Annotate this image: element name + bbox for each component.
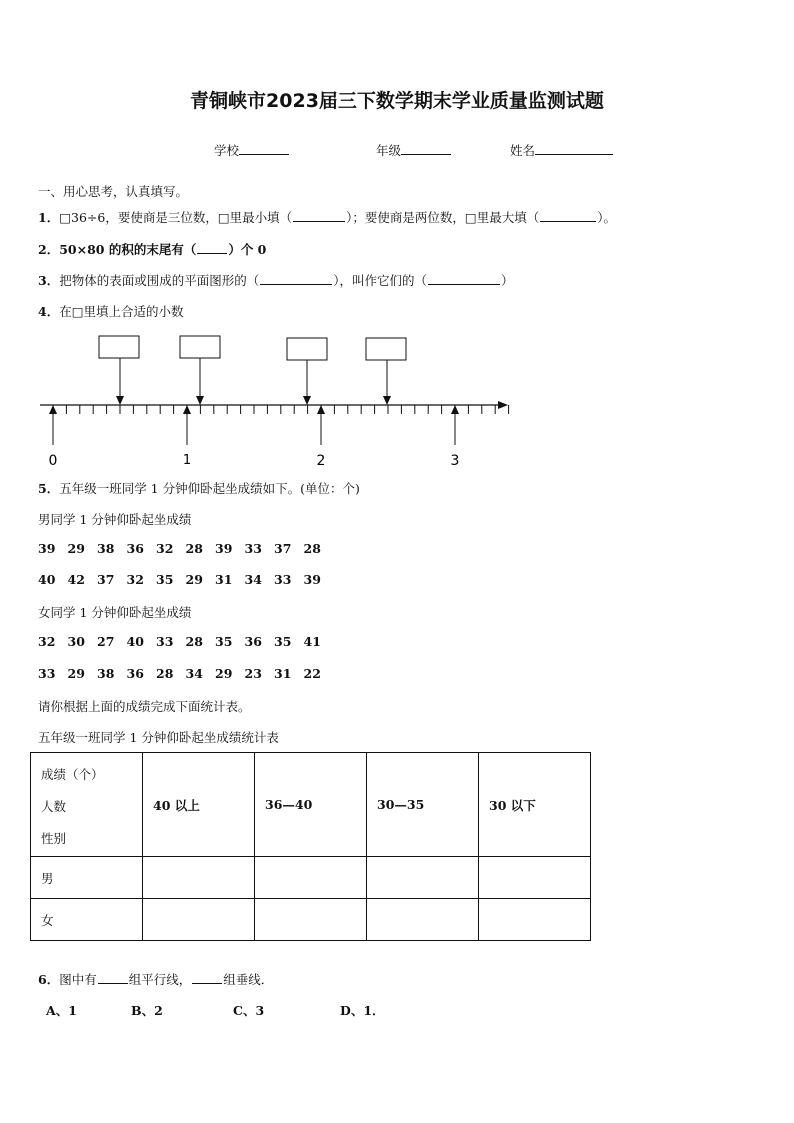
name-label: 姓名	[510, 143, 536, 158]
marker-arrow-0	[49, 405, 57, 445]
table-row-male	[31, 857, 591, 899]
corner-score-label: 成绩（个）	[41, 766, 104, 782]
table-header-row	[31, 753, 591, 857]
table-column-header: 30—35	[367, 753, 479, 857]
question-4	[38, 302, 184, 320]
score: 32	[38, 634, 56, 649]
score: 29	[215, 666, 233, 681]
question-3	[38, 271, 514, 289]
score: 37	[274, 541, 292, 556]
table-title: 五年级一班同学 1 分钟仰卧起坐成绩统计表	[38, 730, 279, 745]
q6-blank-1[interactable]	[98, 971, 128, 984]
question-5	[38, 479, 360, 497]
q3-text-b: ），叫作它们的（	[333, 273, 427, 288]
q3-blank-1[interactable]	[260, 272, 332, 285]
score: 34	[244, 572, 262, 587]
q2-blank[interactable]	[197, 241, 227, 254]
grade-label: 年级	[376, 143, 402, 158]
name-field	[510, 141, 613, 159]
score: 40	[126, 634, 144, 649]
statistics-table	[30, 752, 591, 941]
school-field	[214, 141, 289, 159]
score: 40	[38, 572, 56, 587]
score: 33	[274, 572, 292, 587]
girls-scores-row-2	[38, 666, 333, 681]
score: 33	[244, 541, 262, 556]
question-number: 3．	[38, 273, 60, 288]
question-number: 6．	[38, 972, 60, 987]
girls-scores-row-1	[38, 634, 333, 649]
number-axis	[40, 401, 509, 414]
score: 39	[38, 541, 56, 556]
score: 36	[244, 634, 262, 649]
number-line-figure	[0, 330, 794, 475]
q3-blank-2[interactable]	[428, 272, 500, 285]
instruction-text: 请你根据上面的成绩完成下面统计表。	[38, 699, 251, 714]
score: 32	[156, 541, 174, 556]
answer-box-3[interactable]	[287, 338, 327, 405]
question-number: 2．	[38, 242, 60, 257]
table-cell[interactable]	[255, 899, 367, 941]
q2-text-a: 50×80 的积的末尾有（	[59, 242, 197, 257]
score: 33	[156, 634, 174, 649]
girls-title: 女同学 1 分钟仰卧起坐成绩	[38, 605, 192, 620]
score: 42	[67, 572, 85, 587]
score: 28	[303, 541, 321, 556]
score: 29	[67, 666, 85, 681]
q1-text-c: ）。	[597, 210, 616, 225]
school-blank[interactable]	[239, 142, 289, 155]
score: 32	[126, 572, 144, 587]
boys-title: 男同学 1 分钟仰卧起坐成绩	[38, 512, 192, 527]
score: 37	[97, 572, 115, 587]
table-cell[interactable]	[143, 857, 255, 899]
q6-text-a: 图中有	[59, 972, 97, 987]
table-corner-cell	[31, 753, 143, 857]
row-label-male: 男	[31, 857, 143, 899]
score: 41	[303, 634, 321, 649]
score: 35	[215, 634, 233, 649]
q6-text-b: 组平行线，	[128, 972, 192, 987]
score: 38	[97, 666, 115, 681]
question-number: 1．	[38, 210, 60, 225]
q6-text-c: 组垂线．	[223, 972, 274, 987]
table-cell[interactable]	[367, 899, 479, 941]
question-6	[38, 970, 273, 988]
table-cell[interactable]	[479, 857, 591, 899]
table-row-female	[31, 899, 591, 941]
score: 34	[185, 666, 203, 681]
score: 33	[38, 666, 56, 681]
option-d[interactable]: D、1．	[340, 1003, 385, 1018]
q3-text-a: 把物体的表面或围成的平面图形的（	[59, 273, 260, 288]
q1-blank-1[interactable]	[293, 209, 345, 222]
score: 29	[185, 572, 203, 587]
answer-box-2[interactable]	[180, 336, 220, 405]
answer-box-1[interactable]	[99, 336, 139, 405]
school-label: 学校	[214, 143, 240, 158]
axis-label-1: 1	[182, 453, 192, 468]
marker-arrow-1	[183, 405, 191, 445]
score: 39	[303, 572, 321, 587]
q3-text-c: ）	[500, 273, 514, 288]
score: 36	[126, 666, 144, 681]
score: 31	[215, 572, 233, 587]
score: 38	[97, 541, 115, 556]
option-c[interactable]: C、3	[233, 1003, 265, 1018]
section-heading: 一、用心思考，认真填写。	[38, 184, 189, 199]
table-cell[interactable]	[479, 899, 591, 941]
table-column-header: 40 以上	[143, 753, 255, 857]
option-a[interactable]: A、1	[46, 1003, 77, 1018]
axis-label-2: 2	[316, 453, 326, 469]
q6-blank-2[interactable]	[192, 971, 222, 984]
score: 28	[185, 634, 203, 649]
score: 31	[274, 666, 292, 681]
q2-text-b: ）个 0	[228, 242, 267, 257]
score: 29	[67, 541, 85, 556]
corner-gender-label: 性别	[41, 830, 67, 846]
corner-count-label: 人数	[41, 798, 67, 814]
table-cell[interactable]	[143, 899, 255, 941]
table-column-header: 30 以下	[479, 753, 591, 857]
page-title: 青铜峡市2023届三下数学期末学业质量监测试题	[190, 90, 604, 112]
score: 28	[156, 666, 174, 681]
name-blank[interactable]	[535, 142, 613, 155]
score: 36	[126, 541, 144, 556]
question-1	[38, 208, 616, 226]
score: 30	[67, 634, 85, 649]
score: 28	[185, 541, 203, 556]
table-cell[interactable]	[367, 857, 479, 899]
table-column-header: 36—40	[255, 753, 367, 857]
question-number: 4．	[38, 304, 60, 319]
boys-scores-row-1	[38, 541, 333, 556]
score: 22	[303, 666, 321, 681]
grade-blank[interactable]	[401, 142, 451, 155]
q4-text: 在□里填上合适的小数	[59, 304, 184, 319]
option-b[interactable]: B、2	[131, 1003, 163, 1018]
boys-scores-row-2	[38, 572, 333, 587]
question-number: 5．	[38, 481, 60, 496]
row-label-female: 女	[31, 899, 143, 941]
grade-field	[376, 141, 451, 159]
marker-arrow-3	[451, 405, 459, 445]
axis-label-0: 0	[48, 453, 58, 469]
q5-text: 五年级一班同学 1 分钟仰卧起坐成绩如下。(单位：个)	[59, 481, 360, 496]
score: 35	[156, 572, 174, 587]
q1-text-b: ）；要使商是两位数，□里最大填（	[346, 210, 540, 225]
score: 39	[215, 541, 233, 556]
table-cell[interactable]	[255, 857, 367, 899]
score: 35	[274, 634, 292, 649]
question-2	[38, 240, 266, 258]
score: 23	[244, 666, 262, 681]
q1-text-a: □36÷6，要使商是三位数，□里最小填（	[59, 210, 293, 225]
axis-label-3: 3	[450, 453, 460, 469]
marker-arrow-2	[317, 405, 325, 445]
q1-blank-2[interactable]	[540, 209, 596, 222]
answer-box-4[interactable]	[366, 338, 406, 405]
score: 27	[97, 634, 115, 649]
